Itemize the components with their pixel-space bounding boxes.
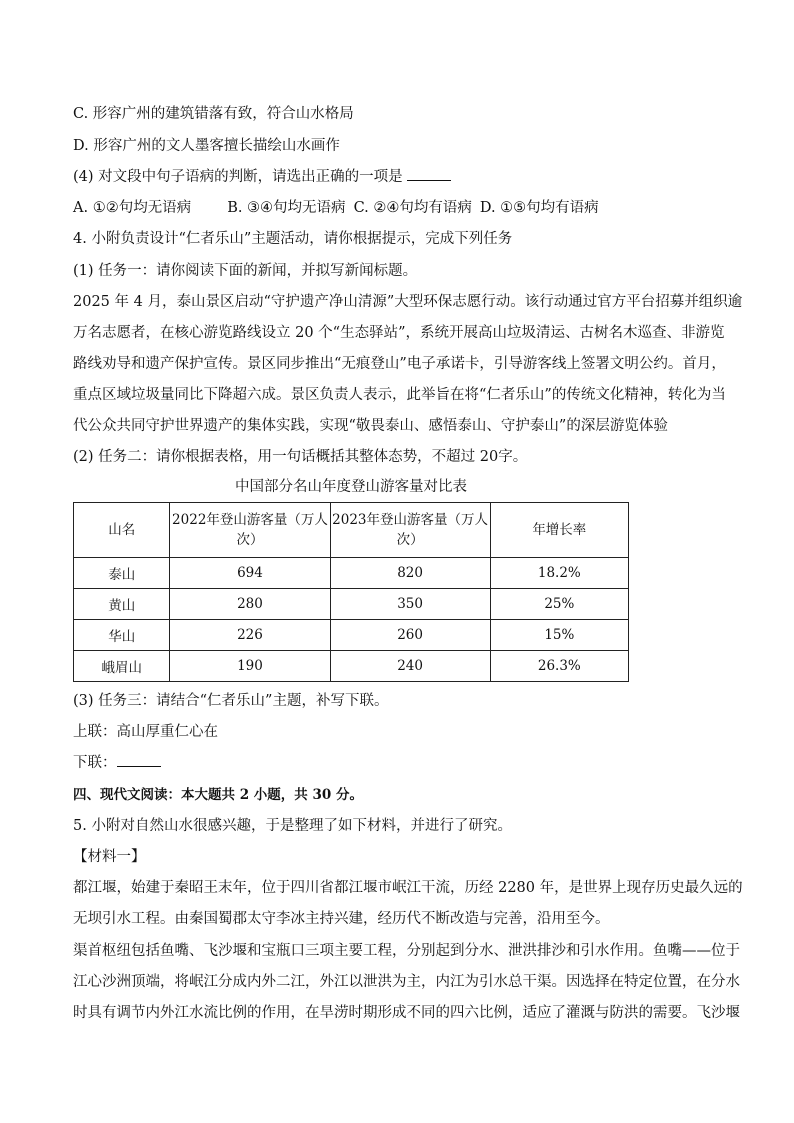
- cell: 260: [330, 620, 490, 651]
- choice-a: A. ①②句均无语病: [73, 200, 192, 216]
- answer-blank: [117, 754, 161, 767]
- question-4-stem-text: (4) 对文段中句子语病的判断，请选出正确的一项是: [73, 169, 403, 185]
- cell: 26.3%: [490, 651, 628, 682]
- header-cell: 2023年登山游客量（万人次）: [330, 503, 490, 558]
- table-header-row: [74, 503, 629, 558]
- cell: 190: [170, 651, 330, 682]
- cell: 15%: [490, 620, 628, 651]
- section-heading: 四、现代文阅读：本大题共 2 小题，共 30 分。: [73, 787, 363, 803]
- body-line: 无坝引水工程。由秦国蜀郡太守李冰主持兴建，经历代不断改造与完善，沿用至今。: [73, 911, 610, 927]
- cell: 280: [170, 589, 330, 620]
- cell: 华山: [74, 620, 170, 651]
- body-line: 时具有调节内外江水流比例的作用，在旱涝时期形成不同的四六比例，适应了灌溉与防洪的需要。飞沙堰: [73, 1005, 740, 1021]
- cell: 694: [170, 558, 330, 589]
- body-line: 江心沙洲顶端，将岷江分成内外二江，外江以泄洪为主，内江为引水总干渠。因选择在特定位置，在分水: [73, 974, 740, 990]
- material-1-heading: 【材料一】: [73, 849, 146, 865]
- question-4-title: 4. 小附负责设计“仁者乐山”主题活动，请你根据提示，完成下列任务: [73, 231, 513, 247]
- answer-blank: [407, 168, 451, 181]
- choice-b: B. ③④句均无语病: [227, 200, 346, 216]
- task-2: (2) 任务二：请你根据表格，用一句话概括其整体态势，不超过 20字。: [73, 449, 528, 465]
- news-line: 代公众共同守护世界遗产的集体实践，实现“敬畏泰山、感悟泰山、守护泰山”的深层游览体验: [73, 418, 668, 434]
- option-c: C. 形容广州的建筑错落有致，符合山水格局: [73, 106, 354, 122]
- table-row: [74, 651, 629, 682]
- cell: 18.2%: [490, 558, 628, 589]
- news-line: 2025 年 4 月，泰山景区启动“守护遗产净山清源”大型环保志愿行动。该行动通过官方平台招募并组织逾: [73, 294, 743, 310]
- cell: 226: [170, 620, 330, 651]
- task-1: (1) 任务一：请你阅读下面的新闻，并拟写新闻标题。: [73, 263, 418, 279]
- cell: 240: [330, 651, 490, 682]
- news-line: 重点区域垃圾量同比下降超六成。景区负责人表示，此举旨在将“仁者乐山”的传统文化精神，转化为当: [73, 387, 726, 403]
- cell: 820: [330, 558, 490, 589]
- news-line: 万名志愿者，在核心游览路线设立 20 个“生态驿站”，系统开展高山垃圾清运、古树名木巡查、非游览: [73, 325, 725, 341]
- task-3: (3) 任务三：请结合“仁者乐山”主题，补写下联。: [73, 693, 389, 709]
- header-cell: 山名: [74, 503, 170, 558]
- question-5: 5. 小附对自然山水很感兴趣，于是整理了如下材料，并进行了研究。: [73, 818, 512, 834]
- choice-c: C. ②④句均有语病: [353, 200, 472, 216]
- header-cell: 年增长率: [490, 503, 628, 558]
- upper-couplet: 上联：高山厚重仁心在: [73, 724, 218, 740]
- choice-d: D. ①⑤句均有语病: [479, 200, 599, 216]
- header-cell: 2022年登山游客量（万人次）: [170, 503, 330, 558]
- lower-couplet-label: 下联：: [73, 755, 117, 771]
- lower-couplet: [73, 754, 723, 772]
- question-4-options: [73, 199, 723, 217]
- cell: 泰山: [74, 558, 170, 589]
- option-d: D. 形容广州的文人墨客擅长描绘山水画作: [73, 138, 340, 154]
- table-caption: 中国部分名山年度登山游客量对比表: [235, 479, 467, 495]
- table-row: [74, 558, 629, 589]
- body-line: 渠首枢纽包括鱼嘴、飞沙堰和宝瓶口三项主要工程，分别起到分水、泄洪排沙和引水作用。鱼嘴——位于: [73, 943, 740, 959]
- question-4-stem: [73, 168, 723, 186]
- cell: 峨眉山: [74, 651, 170, 682]
- cell: 黄山: [74, 589, 170, 620]
- visitor-table: [73, 502, 629, 682]
- body-line: 都江堰，始建于秦昭王末年，位于四川省都江堰市岷江干流，历经 2280 年，是世界上现存历史最久远的: [73, 880, 743, 896]
- table-row: [74, 620, 629, 651]
- news-line: 路线劝导和遗产保护宣传。景区同步推出“无痕登山”电子承诺卡，引导游客线上签署文明公约。首月，: [73, 356, 726, 372]
- cell: 350: [330, 589, 490, 620]
- cell: 25%: [490, 589, 628, 620]
- table-row: [74, 589, 629, 620]
